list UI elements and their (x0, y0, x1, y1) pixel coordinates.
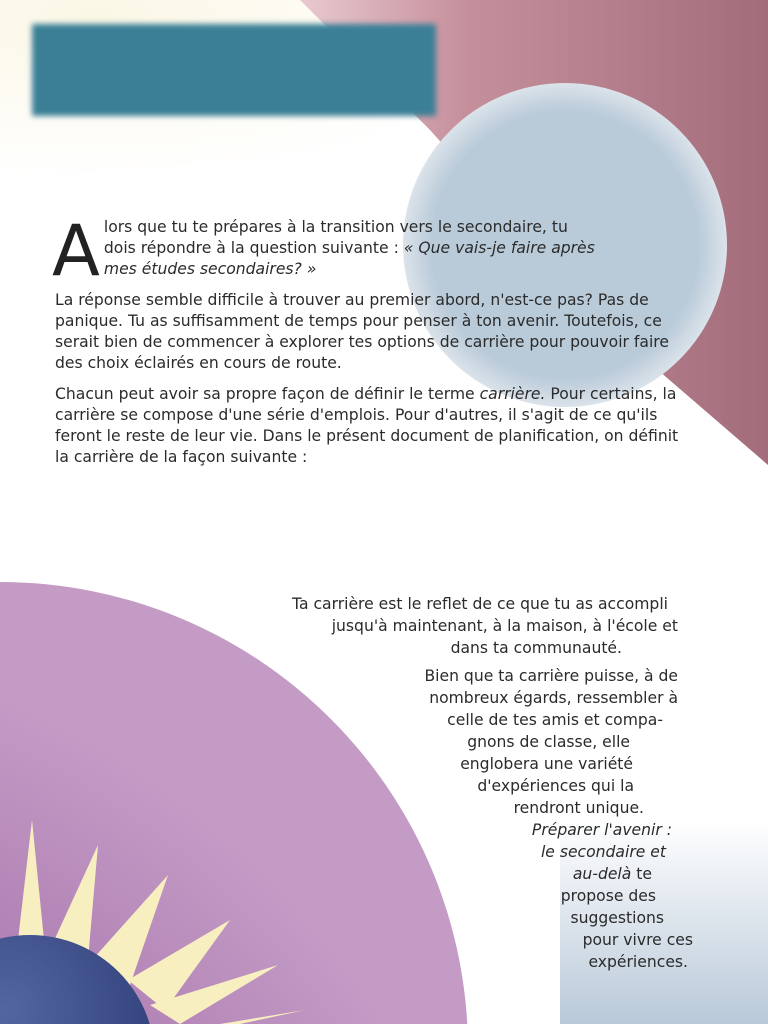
publication-title-text: Préparer l'avenir : (531, 821, 672, 839)
definition-block-2 (218, 665, 693, 973)
intro-p3-start: Chacun peut avoir sa propre façon de définir le terme (55, 385, 480, 403)
publication-title-text: le secondaire et (540, 843, 666, 861)
definition-line: expériences. (588, 953, 688, 971)
publication-title (218, 863, 652, 885)
intro-question-1: « Que vais-je faire après (403, 239, 595, 257)
definition-line: celle de tes amis et compa- (447, 711, 663, 729)
intro-paragraph-2: La réponse semble difficile à trouver au premier abord, n'est-ce pas? Pas de panique. Tu as suffisamment de temps pour penser à ton avenir. Toutefois, ce serait bien de commencer à explorer tes options de carrière pour pouvoir faire des choix éclairés en cours de route. (55, 291, 669, 372)
publication-title-text: au-delà (572, 865, 632, 883)
definition-line: gnons de classe, elle (467, 733, 630, 751)
publication-title (218, 819, 672, 841)
title-bar (32, 24, 436, 116)
definition-line: rendront unique. (513, 799, 644, 817)
definition-text: te (631, 865, 652, 883)
drop-cap: A (52, 210, 100, 292)
definition-line: englobera une variété (460, 755, 633, 773)
definition-block-1 (218, 593, 678, 659)
definition-line: nombreux égards, ressembler à (429, 689, 678, 707)
definition-line: Ta carrière est le reflet de ce que tu as accompli (292, 595, 668, 613)
intro-paragraph-1 (52, 210, 695, 292)
definition-line: propose des (560, 887, 656, 905)
intro-p3-term: carrière. (479, 385, 546, 403)
intro-paragraph-3 (55, 384, 695, 468)
definition-line: dans ta communauté. (450, 639, 622, 657)
intro-text (52, 210, 695, 478)
intro-question-2: mes études secondaires? » (103, 260, 317, 278)
career-definition (218, 593, 693, 973)
definition-line: Bien que ta carrière puisse, à de (424, 667, 678, 685)
definition-line: d'expériences qui la (477, 777, 634, 795)
definition-line: pour vivre ces (582, 931, 693, 949)
publication-title (218, 841, 666, 863)
intro-p1-line-2: dois répondre à la question suivante : (103, 239, 404, 257)
intro-p3-end: Pour certains, la carrière se compose d'une série d'emplois. Pour d'autres, il s'agit de ce qu'ils feront le reste de leur vie. Dans le présent document de planification, on définit la carrière de la façon suivante : (55, 385, 679, 466)
intro-p1-line-1: lors que tu te prépares à la transition vers le secondaire, tu (103, 218, 568, 236)
definition-line: jusqu'à maintenant, à la maison, à l'école et (331, 617, 678, 635)
definition-line: suggestions (570, 909, 664, 927)
